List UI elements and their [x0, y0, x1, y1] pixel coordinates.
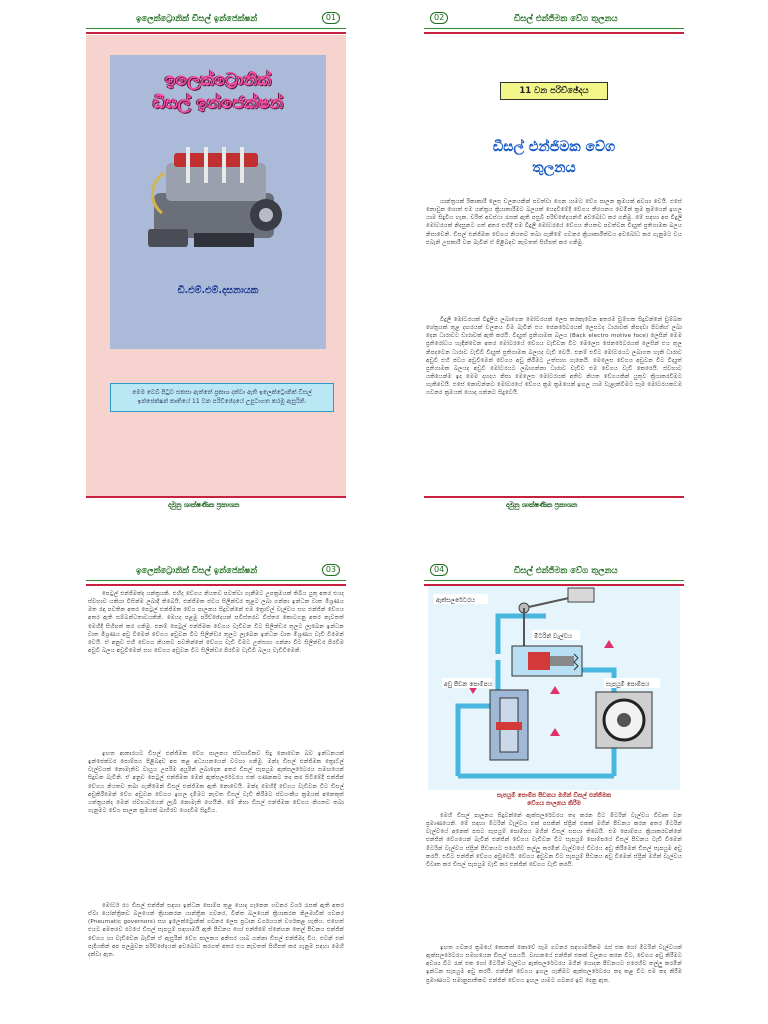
- supply-pump-shape: [596, 692, 652, 748]
- header-title: ඩීසල් එන්ජිමක වේග තුලනය: [514, 566, 618, 576]
- label-meter-valve: මීටරින් වැල්වය: [534, 633, 573, 640]
- paragraph: මෙහි ඩීසල් පාලනය සිදුවන්නේ ඇක්සලරේටරය තද කරන විට මීටරින් වැල්වය විවෘත වන ප්‍රමාණයෙනි. මේ සඳහා මීටරින් වැල්වය එක් පසකින් ස්ප්‍රින් එකක් මගින් පීඩනය කරන අතර මීටරින් වැල්වයේ අනෙක් පසට සැපයුම් පොම්පය මගින් ඩීසල් සපයා තිබෙයි. එම පොම්පය ක්‍රියාකරවන්නේ එන්ජින් වේගයෙන් බැවින් එන්ජින් වේගය වැඩිවන විට සැපයුම් පොම්පයේ ඩීසල් පීඩනය වැඩි වීමෙන් මීටරින් වැල්වය ස්ප්‍රින් පීඩනයට එරෙහිව තල්ලු කරමින් වැල්වයේ විවරය අඩු කිරීමෙන් ඩීසල් සැපයුම අඩු කරයි. එවිට එන්ජින් වේගය අඩුවෙයි. වේගය අඩුවන විට සැපයුම් පීඩනය අඩු වීමෙන් ස්ප්‍රින් මගින් වැල්වය විවෘත කර ඩීසල් සැපයුම වැඩි කර එන්ජින් වේගය වැඩි කරයි.: [426, 813, 682, 868]
- cover-panel: [86, 35, 346, 497]
- label-supply-pump: සැපයුම් පොම්පය: [606, 681, 650, 688]
- caption-line: වේගය පාලනය කිරීම: [527, 800, 581, 807]
- chapter-label: 11 වන පරිච්ඡේදය: [500, 82, 608, 100]
- page-4: [424, 562, 684, 1024]
- footer-divider: [86, 496, 346, 498]
- metering-valve-shape: [512, 646, 582, 676]
- page-number: 04: [430, 564, 448, 576]
- cover-note: [110, 383, 334, 412]
- diagram-caption: [424, 792, 684, 808]
- page-3: [86, 562, 346, 1024]
- page-number: 03: [322, 564, 340, 576]
- governor-diagram: [428, 586, 680, 790]
- footer-divider: [424, 496, 684, 498]
- paragraph: ඉහත ගවනර ක්‍රමයේ කොතක් නොවේ සෑම ගවනර සඳහාමයිකම රැස් එක හෝ මීටරින් වැල්වයක් ඇක්සලරේටරය සමඟයෙන ඩීසල් සපයයි. වාහනයේ එන්ජින් එකක් චලනය කරන විට, වේගය අඩු කිරීමට අවශ්‍ය විට රැක් එක හෝ මීටරින් වැල්වය ඇක්සලරේටරය මගින් යොදන පීඩනයට එරෙහිව තල්ලු කරමින් ඉන්ධන සැපයුම අඩු කරයි. එන්ජින් වේගය ඉහල ගැනීමට ඇක්සලරේටරය තද කළ විට එම තද කිරීම ප්‍රමාණයට සමානුපාතිකව එන්ජින් වේගය ඉහල යාමට ගවනර ඉඩ දෙනු ඇත.: [426, 945, 682, 984]
- page-number: 02: [430, 12, 448, 24]
- paragraph: විදුලි මෝටරයක් විදුලිය ලබාගෙන මෝටරයක් ලෙස කරකැවෙන අතරම චුම්භක සිදුවන්නේ චුම්බක ශේත්‍රයක් තුළ දඟරයක් චලනය වීම බැවින් එය ජෙනරේටරයක් ලෙසටද ධාරාවක් නිපදවා පිටකිහ් ලබා දෙන ධාරාවට ඩාරාවක් ඇති කරයි. විද්‍යුත් ප්‍රතිගාමක බලය (Back electro motive foce) ලෙසින් මෙම ප්‍රතිරෝධය හැඳින්වෙන අතර මෝටරයේ වේගය වැඩිවන විට මෙලෙස ජෙනරේටරයක් ලෙසින් එය තුල නිපදවෙන ධාරාව වැඩිවී විද්‍යුත් ප්‍රතිගාමක බලයද වැඩි වෙයි. එනම් එවිට මෝටරයට ලබාගත හැකි ධාරාව අඩුවී එහි ජවය අඩුවීමෙන් වේගය අඩු කිරීමට උත්සාහ ගැනෙයි. මෙලෙස වේගය අඩුවන විට විද්‍යුත් ප්‍රතිගාමක බලයද අඩුවී මෝටරයට ලබාගන්නා ධාරාව වැඩිව එම වේගය වැඩි කෙරෙයි. ස්වභාව යකියෙන්ම ඉද මෙම දාහදය නිසා මෙලෙස මෝටරයක් අතිව නියත වේගයකින් යුතුව ක්‍රියාකරවීමට හැකිවෙයි. එසේ නොවන්නට මෝටරයේ වේගය ක්‍රම ක්‍රමයෙන් ඉහල යාම වැළැක්වීමට සෑම මෝටරයකටම ගවනර ක්‍රමයක් යොදා ගන්නට සිදුවෙයි.: [426, 317, 682, 397]
- header-divider: [424, 28, 684, 29]
- paragraph: මෝටර් රථ ඩීසල් එන්ජින් සඳහා ඉන්ධන පොම්ප තුළ යොදා ගැනෙන ගවනර වර්ග රැසක් ඇති අතර ඒවා යෝන්ත්‍රිකව බලයෙන් ක්‍රියාකරන යාන්ත්‍රික ගවනර, වීන්ත බලයෙන් ක්‍රියාකරන නිලමාවික් ගවනර (Pneumatic governors) සහ ඉලෙක්ට්‍රොනික් ගවනර ලෙස ප්‍රධාන වර්ගයයන් වර්ගකළ හැකිය. එහෙත් එයට අමතරව රටයේ ඩීසල් සැපයුම් සඳහාමයි ඇති පීඩනය හෝ එන්ජිමේ ස්නේහන තෙල් පීඩනය එන්ජින් වේගය හා වැඩිවෙන බැවින් ඒ ඇසුරින් වේග පාලනය අනිසර යාබ ගන්නා ඩීසල් එන්ජිමද විය. එවන් එක් පැදියකින් අප පලමුවන පරිච්ඡේදයන් අවබෝධ කරගත් අතර එය නැවතත් සිහිපත් කර ගැනුම සඳහා මෙහි දක්වා ඇත.: [88, 903, 344, 958]
- cover-author: ඩී.එම්.එම්.දසනායක: [177, 285, 259, 296]
- label-low-pressure-pump: අඩු පීඩන පොම්පය: [444, 681, 493, 688]
- header-title: ඩීසල් එන්ජිමක වේග තුලනය: [514, 14, 618, 24]
- page-number: 01: [322, 12, 340, 24]
- page-1: [86, 10, 346, 510]
- paragraph: පෙට්‍රල් එන්ජිමක්ද යන්ත්‍රයකි. එහිද වේගය නියතව පවත්වා ගැනීමට උපක්‍රමයක් තිබිය යුතු අතර එයද ස්වභාව යකියා විසින්ම ලබාදී තිබෙයි. එන්ජිමක ජවය සිලින්ඩර තුළට ලබා ගන්නා ඉන්ධන වාත මිශ්‍රණය මත රඳා පවතින අතර පෙට්‍රල් එන්ජිමක වේග පාලනය සිදුවන්නේ එම ත්‍රොට්ල් වැල්වය සහ එන්ජින් වේගය අතර ඇති සම්බන්ධතාවයකිනි. මෙයද පළමු පරිච්ඡේදයන් සවිස්තරව විස්තර කොටගනු අතර නැවතත් මෙහිදී සිහිපත් කර ගනිමු. එනම් පෙට්‍රල් එන්ජිමක වේගය වැඩිවන විට සිලින්ඩර තුලට ලැබෙන ඉන්ධන වාත මිශ්‍රණය අඩු වීමෙන් වේගය අඩුවන විට සිලින්ඩර තුලට ලැබෙන ඉන්ධන වාත මිශ්‍රණය වැඩි වීමෙන් වෙයි. ඒ අනුව එහි වේගය නියතව පවතින්නේ වේගය වැඩි වීමට උත්සාහ ගන්නා විට සිලින්ඩර පිරවීම අඩුවී බලය අඩුවීමෙන් සහ වේගය අඩුවන විට සිලින්ඩර පිරවීම වැඩිවී බලය වැඩිවීමෙනි.: [88, 591, 344, 655]
- label-accelerator: ඇක්සලරේටරය: [436, 597, 475, 604]
- diagram-svg: [428, 586, 680, 790]
- cover-title: [110, 69, 326, 115]
- cover-book: [110, 55, 326, 349]
- cover-note-text: මෙම වෙබ් පිටුව සකසා ඇත්තේ ප්‍රකාශ දක්වා ඇති ඉලෙක්ට්‍රොනික් ඩීසල් ඉන්ජෙක්ෂන් කෘතියේ 11 වන පරිච්ඡේදයේ උපුටාගත කරමු ඇසුරිනි.: [132, 389, 312, 405]
- paragraph: යාන්ත්‍රයක් රිකාකාරී ලෙස චලනයකින් පවත්වා ගෙන යාමට වේග පාලන ක්‍රමයක් අවශ්‍ය වෙයි. එසේ නොවුන හොත් එම යන්ත්‍රය ක්‍රියාකාරීමට බලයක් යෙදවීමේදී වේගය තීරයනය වෙමින් ක්‍රම ක්‍රමයෙන් ඉහල යාම සිදුවිය හැක. චරිත් අවස්ථා රැසක් ඇති පසුබි පරිච්ඡේදයන්හි අවබෝධ කර ගනිමු. මේ සඳහා අප විදුලි මෝටරයක් නිදසුනට ගත් අතර එහිදී එම විදුලි මෝටරයේ වේගය නියතව පවත්වන විද්‍යුත් ප්‍රතිගාමක බලය නිසාවෙනි. ඩීසල් එන්ජිමක වේගය නියතව තබා ගැනීමේ ගවනර ක්‍රියාකාරීත්වය අවබෝධ කර ගැනුමට වය එබැනි උපකාරී වන බැවින් ඒ පිළිබඳව නැවතත් සිහිපත් කර ගනිමු.: [426, 199, 682, 246]
- footer-text: දමුනු ශාක්ෂණික ප්‍රකාශන: [168, 501, 240, 509]
- chapter-title: [444, 137, 664, 179]
- low-pressure-pump-shape: [490, 690, 528, 760]
- header-divider: [86, 580, 346, 581]
- engine-image: [144, 133, 296, 263]
- page-2: [424, 10, 684, 510]
- header-divider: [86, 28, 346, 29]
- header-divider: [424, 580, 684, 581]
- header-divider: [86, 584, 346, 586]
- header-divider: [424, 32, 684, 34]
- header-divider: [86, 32, 346, 34]
- cover-title-line: ඉලෙක්ට්‍රොනික්: [165, 70, 271, 90]
- paragraph: ඉහත ආකාරයට ඩීසල් එන්ජිමක වේග පාලනය ස්වභාවිකව සිදු නොවෙන බව ඉන්ධනයක් ඉන්ජෙක්ටර පොම්පය පිළිබඳව අප කළ අධ්‍යයනයෙන් වටහා ගනිමු. මන්ද ඩීසල් එන්ජිමක ත්‍රොට්ල් වැල්වයක් නොමැතිව වායුය උපරිම අයුරින් ලබාදෙන අතර ඩීසල් සැපයුම ඇක්සලරේටරය සමඟයෙන් සිදුවන බැවිනි. ඒ අනුව පෙට්‍රල් එන්ජිමක මෙන් ඇක්සලරේටරය එක් ගණනකට තද කර සිටීමේදී එන්ජින් වේගය නියතව තබා ගැනීමෙන් ඩීසල් එන්ජිමක ඇති නොවෙයි. මන්ද මෙහිදී වේගය වැඩිවන විට ඩීසල් අඩුකිරීමෙන් වේග අඩුවන වේගය ඉහල දැමීමට නැවත ඩීසල් වැඩි කිරීමට ස්වයංකීය ක්‍රමයක් අනෙකුත් යන්ත්‍රයන්ද මෙන් ස්වභාවයෙන් ලැබී නොමැති හෙයිනි. මේ නිසා ඩීසල් එන්ජිමක වේගය නියතව තබා ගැනුමට වේග පාලන ක්‍රමයක් බාහිරව යෙදවීම සිදුවිය.: [88, 751, 344, 815]
- header-title: ඉලෙක්ට්‍රොනික් ඩීසල් ඉන්ජෙක්ෂන්: [136, 566, 258, 576]
- chapter-title-line: ඩීසල් එන්ජිමක වේග: [492, 139, 616, 155]
- cover-title-line: ඩීසල් ඉන්ජෙක්ෂන්: [152, 93, 284, 113]
- footer-text: දමුනු ශාක්ෂණික ප්‍රකාශන: [506, 501, 578, 509]
- chapter-title-line: තුලනය: [532, 160, 576, 176]
- caption-line: සැපයුම් පොම්ප පීඩනය මගින් ඩීසල් එන්ජිමක: [496, 792, 612, 799]
- header-title: ඉලෙක්ට්‍රොනික් ඩීසල් ඉන්ජෙක්ෂන්: [136, 14, 258, 24]
